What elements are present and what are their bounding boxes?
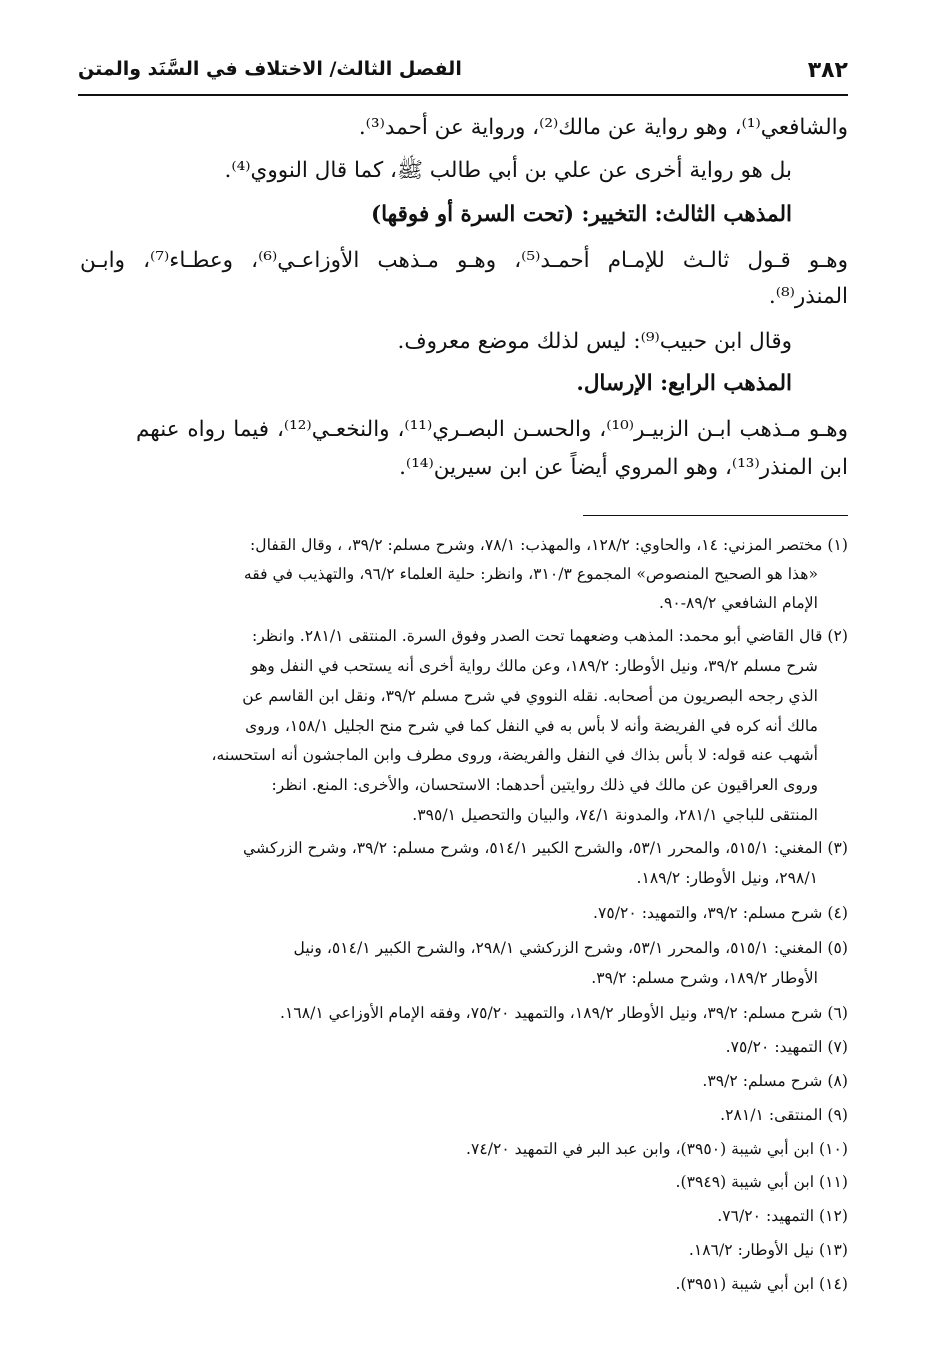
footnote-line: (١٤) ابن أبي شيبة (٣٩٥١). xyxy=(675,1275,848,1293)
footnote-line: (٤) شرح مسلم: ٣٩/٢، والتمهيد: ٧٥/٢٠. xyxy=(593,904,848,922)
footnote-line: (١١) ابن أبي شيبة (٣٩٤٩). xyxy=(675,1173,848,1191)
body-line: وقال ابن حبيب⁽⁹⁾: ليس لذلك موضع معروف. xyxy=(397,329,792,354)
body-line: المنذر⁽⁸⁾. xyxy=(768,284,848,309)
footnote-line: (٥) المغني: ٥١٥/١، والمحرر ٥٣/١، وشرح الزركشي ٢٩٨/١، والشرح الكبير ٥١٤/١، ونيل xyxy=(293,939,848,957)
footnote-separator xyxy=(583,515,848,516)
footnote-line: مالك أنه كره في الفريضة وأنه لا بأس به في النفل كما في شرح منح الجليل ١٥٨/١، وروى xyxy=(245,717,818,735)
footnote-line: «هذا هو الصحيح المنصوص» المجموع ٣١٠/٣، وانظر: حلية العلماء ٩٦/٢، والتهذيب في فقه xyxy=(243,565,818,583)
page-header xyxy=(78,58,848,92)
header-rule xyxy=(78,94,848,96)
footnote-line: (٧) التمهيد: ٧٥/٢٠. xyxy=(725,1038,848,1056)
body-line: ابن المنذر⁽¹³⁾، وهو المروي أيضاً عن ابن سيرين⁽¹⁴⁾. xyxy=(399,455,848,480)
footnote-line: المنتقى للباجي ٢٨١/١، والمدونة ٧٤/١، والبيان والتحصيل ٣٩٥/١. xyxy=(412,806,818,824)
footnote-line: وروى العراقيون عن مالك في ذلك روايتين أحدهما: الاستحسان، والأخرى: المنع. انظر: xyxy=(271,776,818,794)
footnote-line: (١٢) التمهيد: ٧٦/٢٠. xyxy=(717,1207,848,1225)
body-line: بل هو رواية أخرى عن علي بن أبي طالب ﷺ، كما قال النووي⁽⁴⁾. xyxy=(224,158,792,183)
footnote-line: (١) مختصر المزني: ١٤، والحاوي: ١٢٨/٢، والمهذب: ٧٨/١، وشرح مسلم: ٣٩/٢، ، وقال القفال: xyxy=(250,536,848,554)
section-heading: المذهب الثالث: التخيير: (تحت السرة أو فوقها) xyxy=(370,202,792,227)
body-line: وهـو مـذهب ابـن الزبيـر⁽¹⁰⁾، والحسـن البصـري⁽¹¹⁾، والنخعـي⁽¹²⁾، فيما رواه عنهم xyxy=(136,417,849,442)
footnote-line: (١٠) ابن أبي شيبة (٣٩٥٠)، وابن عبد البر في التمهيد ٧٤/٢٠. xyxy=(465,1140,848,1158)
body-line: والشافعي⁽¹⁾، وهو رواية عن مالك⁽²⁾، ورواية عن أحمد⁽³⁾. xyxy=(358,115,848,140)
body-line: وهـو قـول ثالـث للإمـام أحمـد⁽⁵⁾، وهـو مـذهب الأوزاعـي⁽⁶⁾، وعطـاء⁽⁷⁾، وابـن xyxy=(80,248,849,273)
section-heading: المذهب الرابع: الإرسال. xyxy=(576,371,792,396)
footnote-line: ٢٩٨/١، ونيل الأوطار: ١٨٩/٢. xyxy=(636,869,818,887)
footnote-line: (٢) قال القاضي أبو محمد: المذهب وضعهما تحت الصدر وفوق السرة. المنتقى ٢٨١/١. وانظر: xyxy=(251,627,848,645)
footnote-line: (٣) المغني: ٥١٥/١، والمحرر ٥٣/١، والشرح الكبير ٥١٤/١، وشرح مسلم: ٣٩/٢، وشرح الزركشي xyxy=(243,839,848,857)
footnote-line: شرح مسلم ٣٩/٢، ونيل الأوطار: ١٨٩/٢، وعن مالك رواية أخرى أنه يستحب في النفل وهو xyxy=(251,657,818,675)
page-number: ٣٨٢ xyxy=(807,58,848,83)
footnote-line: الذي رجحه البصريون من أصحابه. نقله النووي في شرح مسلم ٣٩/٢، ونقل ابن القاسم عن xyxy=(242,687,818,705)
footnote-line: الإمام الشافعي ٨٩/٢-٩٠. xyxy=(658,594,818,612)
footnote-line: (٦) شرح مسلم: ٣٩/٢، ونيل الأوطار ١٨٩/٢، والتمهيد ٧٥/٢٠، وفقه الإمام الأوزاعي ١٦٨/١. xyxy=(279,1004,848,1022)
footnote-line: (٨) شرح مسلم: ٣٩/٢. xyxy=(702,1072,848,1090)
footnote-line: الأوطار ١٨٩/٢، وشرح مسلم: ٣٩/٢. xyxy=(591,969,818,987)
chapter-title: الفصل الثالث/ الاختلاف في السَّنَد والمتن xyxy=(78,58,462,80)
footnote-line: (١٣) نيل الأوطار: ١٨٦/٢. xyxy=(688,1241,848,1259)
footnote-line: أشهب عنه قوله: لا بأس بذاك في النفل والفريضة، وروى مطرف وابن الماجشون أنه استحسنه، xyxy=(211,746,818,764)
footnote-line: (٩) المنتقى: ٢٨١/١. xyxy=(720,1106,848,1124)
